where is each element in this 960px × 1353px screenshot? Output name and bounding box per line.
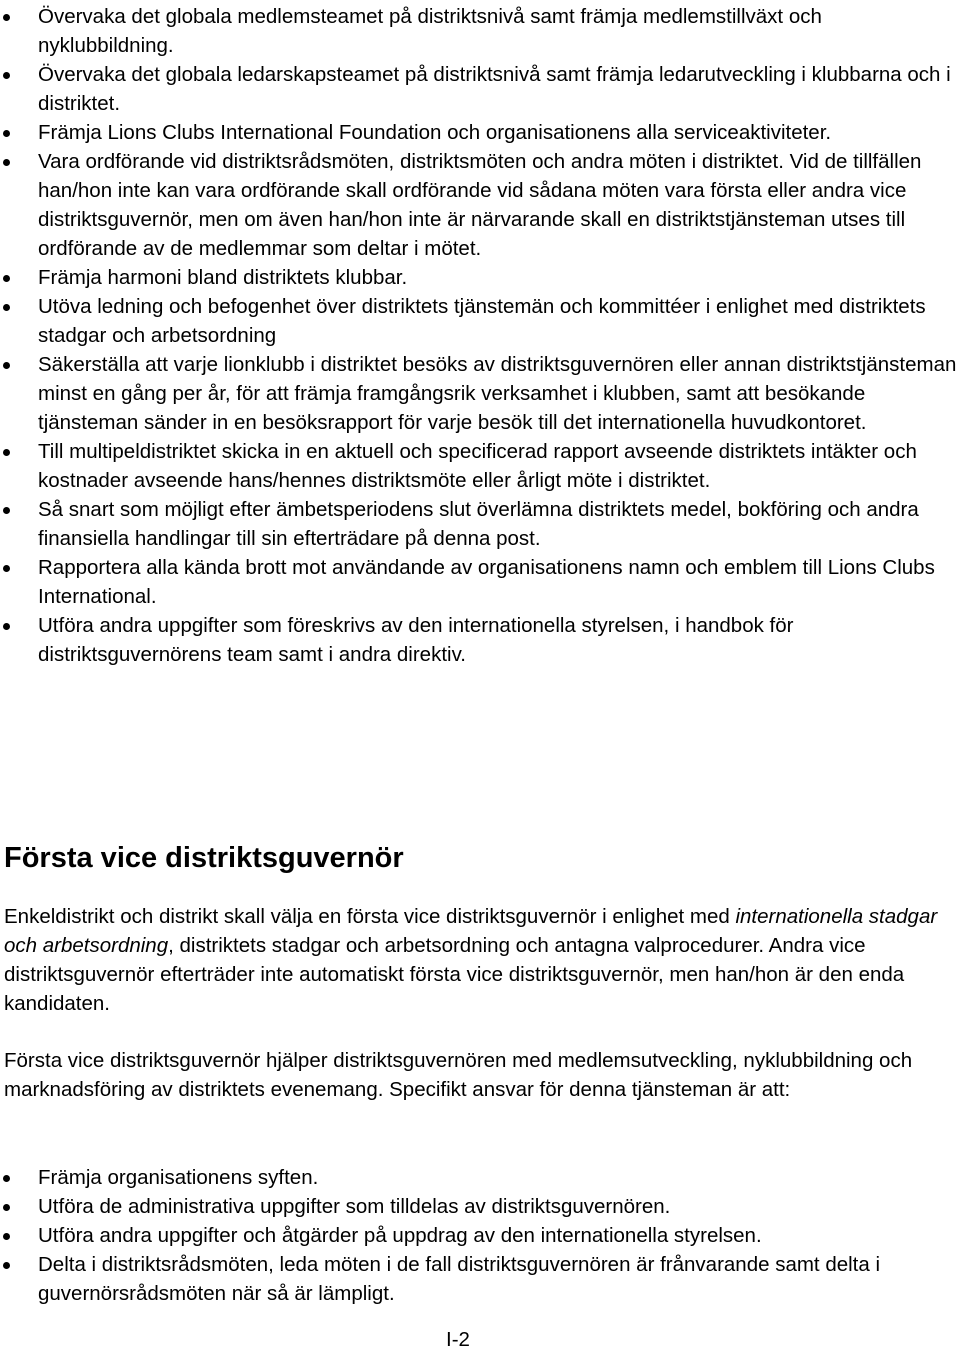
list-item-text: Övervaka det globala ledarskapsteamet på distriktsnivå samt främja ledarutveckling i klubbarna och i distriktet. — [38, 63, 951, 115]
paragraph-text: , distriktets stadgar och arbetsordning och antagna valprocedurer. Andra vice distriktsguvernör efterträder inte automatiskt första vice distriktsguvernör, men han/hon är den enda kandidaten. — [4, 934, 905, 1015]
list-item-text: Säkerställa att varje lionklubb i distriktet besöks av distriktsguvernören eller annan distriktstjänsteman minst en gång per år, för att främja framgångsrik verksamhet i klubben, samt att besökande tjänsteman sänder in en besöksrapport för varje besök till det internationella huvudkontoret. — [38, 353, 957, 434]
list-item-text: Utöva ledning och befogenhet över distriktets tjänstemän och kommittéer i enlighet med distriktets stadgar och arbetsordning — [38, 295, 926, 347]
bullet-icon — [3, 362, 10, 369]
responsibility-paragraph: Första vice distriktsguvernör hjälper distriktsguvernören med medlemsutveckling, nyklubbildning och marknadsföring av distriktets evenemang. Specifikt ansvar för denna tjänsteman är att: — [4, 1049, 913, 1101]
list-item — [0, 611, 960, 669]
bullet-icon — [3, 14, 10, 21]
list-item-text: Rapportera alla kända brott mot användande av organisationens namn och emblem till Lions Clubs International. — [38, 556, 935, 608]
list-item — [0, 2, 960, 60]
bullet-icon — [3, 275, 10, 282]
page-number: I-2 — [446, 1328, 470, 1351]
list-item-text: Övervaka det globala medlemsteamet på distriktsnivå samt främja medlemstillväxt och nyklubbildning. — [38, 5, 822, 57]
list-item — [0, 292, 960, 350]
bullet-icon — [3, 304, 10, 311]
bullet-icon — [3, 1262, 10, 1269]
bullet-icon — [3, 1204, 10, 1211]
list-item — [0, 1250, 960, 1308]
bullet-icon — [3, 1233, 10, 1240]
list-item-text: Utföra de administrativa uppgifter som tilldelas av distriktsguvernören. — [38, 1195, 671, 1218]
list-item — [0, 437, 960, 495]
responsibilities-list — [0, 1163, 960, 1308]
paragraph-text: Enkeldistrikt och distrikt skall välja en första vice distriktsguvernör i enlighet med — [4, 905, 736, 928]
bullet-icon — [3, 623, 10, 630]
list-item-text: Utföra andra uppgifter och åtgärder på uppdrag av den internationella styrelsen. — [38, 1224, 762, 1247]
list-item — [0, 1192, 960, 1221]
bullet-icon — [3, 449, 10, 456]
list-item — [0, 263, 960, 292]
bullet-icon — [3, 159, 10, 166]
list-item — [0, 495, 960, 553]
list-item — [0, 147, 960, 263]
list-item-text: Främja harmoni bland distriktets klubbar. — [38, 266, 408, 289]
list-item-text: Vara ordförande vid distriktsrådsmöten, distriktsmöten och andra möten i distriktet. Vid de tillfällen han/hon inte kan vara ordförande skall ordförande vid sådana möten vara första eller andra vice distriktsguvernör, men om även han/hon inte är närvarande skall en distriktstjänsteman utses till ordförande av de medlemmar som deltar i mötet. — [38, 150, 922, 260]
list-item-text: Så snart som möjligt efter ämbetsperiodens slut överlämna distriktets medel, bokföring och andra finansiella handlingar till sin efterträdare på denna post. — [38, 498, 919, 550]
list-item-text: Till multipeldistriktet skicka in en aktuell och specificerad rapport avseende distriktets intäkter och kostnader avseende hans/hennes distriktsmöte eller årligt möte i distriktet. — [38, 440, 917, 492]
duties-list — [0, 2, 960, 669]
bullet-icon — [3, 565, 10, 572]
list-item-text: Främja Lions Clubs International Foundation och organisationens alla serviceaktiviteter. — [38, 121, 832, 144]
list-item — [0, 1163, 960, 1192]
list-item-text: Främja organisationens syften. — [38, 1166, 319, 1189]
list-item — [0, 1221, 960, 1250]
bullet-icon — [3, 507, 10, 514]
section-heading: Första vice distriktsguvernör — [4, 842, 404, 874]
list-item — [0, 553, 960, 611]
list-item — [0, 60, 960, 118]
bullet-icon — [3, 1175, 10, 1182]
intro-paragraph — [4, 902, 954, 1018]
list-item — [0, 350, 960, 437]
list-item-text: Delta i distriktsrådsmöten, leda möten i de fall distriktsguvernören är frånvarande samt delta i guvernörsrådsmöten när så är lämpligt. — [38, 1253, 881, 1305]
list-item — [0, 118, 960, 147]
bullet-icon — [3, 72, 10, 79]
bullet-icon — [3, 130, 10, 137]
italic-reference: internationella stadgar och arbetsordning — [4, 905, 938, 957]
list-item-text: Utföra andra uppgifter som föreskrivs av den internationella styrelsen, i handbok för distriktsguvernörens team samt i andra direktiv. — [38, 614, 794, 666]
